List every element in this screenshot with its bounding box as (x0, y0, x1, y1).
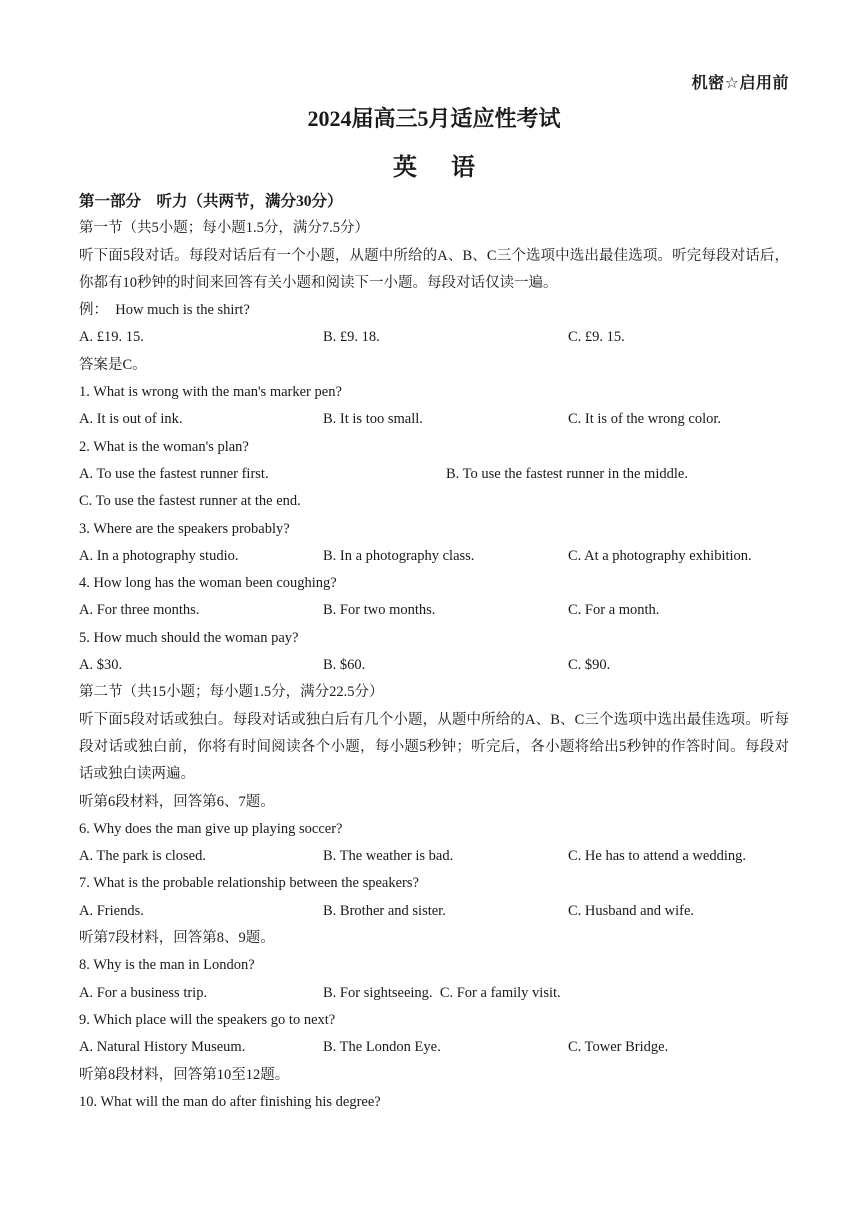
question-10: 10. What will the man do after finishing his degree? (79, 1093, 381, 1110)
question-4: 4. How long has the woman been coughing? (79, 575, 337, 592)
section2-instructions: 听下面5段对话或独白。每段对话或独白后有几个小题，从题中所给的A、B、C三个选项中选出最佳选项。听每段对话或独白前，你将有时间阅读各个小题，每小题5秒钟；听完后，各小题将给出5秒钟的作答时间。每段对话或独白读两遍。 (79, 711, 789, 783)
part1-heading: 第一部分 听力（共两节，满分30分） (79, 193, 343, 210)
material-8-note: 听第8段材料，回答第10至12题。 (79, 1066, 290, 1083)
option-c: C. £9. 15. (568, 329, 625, 346)
option-a: A. Friends. (79, 902, 144, 919)
option-a: A. For a business trip. (79, 984, 208, 1001)
section1-heading: 第一节（共5小题；每小题1.5分，满分7.5分） (79, 220, 369, 237)
example-options (79, 324, 789, 351)
option-b: B. In a photography class. (323, 547, 475, 564)
question-5: 5. How much should the woman pay? (79, 629, 299, 646)
option-c: C. $90. (568, 657, 611, 674)
option-b: B. The London Eye. (323, 1039, 441, 1056)
option-b: B. For sightseeing. (323, 984, 433, 1001)
option-b: B. It is too small. (323, 411, 423, 428)
option-c: C. For a family visit. (439, 984, 561, 1001)
option-b: B. To use the fastest runner in the middle. (446, 465, 688, 482)
option-a: A. Natural History Museum. (79, 1039, 246, 1056)
option-c: C. At a photography exhibition. (568, 547, 752, 564)
question-2: 2. What is the woman's plan? (79, 438, 249, 455)
option-a: A. It is out of ink. (79, 411, 183, 428)
question-2-options (79, 461, 789, 488)
question-9: 9. Which place will the speakers go to next? (79, 1011, 336, 1028)
option-c: C. Tower Bridge. (568, 1039, 669, 1056)
section2-heading: 第二节（共15小题；每小题1.5分，满分22.5分） (79, 684, 384, 701)
exam-title: 2024届高三5月适应性考试 (307, 106, 561, 131)
exam-content (79, 188, 789, 1116)
option-c: C. It is of the wrong color. (568, 411, 722, 428)
question-6-options (79, 843, 789, 870)
question-7: 7. What is the probable relationship between the speakers? (79, 875, 419, 892)
example-question: 例： How much is the shirt? (79, 302, 250, 319)
section1-instructions: 听下面5段对话。每段对话后有一个小题，从题中所给的A、B、C三个选项中选出最佳选项。听完每段对话后，你都有10秒钟的时间来回答有关小题和阅读下一小题。每段对话仅读一遍。 (79, 247, 789, 291)
question-9-options (79, 1034, 789, 1061)
option-a: A. In a photography studio. (79, 547, 239, 564)
option-b: B. $60. (323, 657, 366, 674)
option-a: A. The park is closed. (79, 848, 206, 865)
option-b: B. £9. 18. (323, 329, 380, 346)
question-7-options (79, 898, 789, 925)
option-a: A. For three months. (79, 602, 200, 619)
confidential-label: 机密☆启用前 (691, 73, 789, 92)
option-c: C. He has to attend a wedding. (568, 848, 746, 865)
question-1: 1. What is wrong with the man's marker pen? (79, 384, 342, 401)
option-b: B. For two months. (323, 602, 436, 619)
option-b: B. Brother and sister. (323, 902, 446, 919)
option-b: B. The weather is bad. (323, 848, 454, 865)
option-c: C. To use the fastest runner at the end. (79, 493, 301, 510)
material-7-note: 听第7段材料，回答第8、9题。 (79, 930, 275, 947)
question-1-options (79, 406, 789, 433)
question-4-options (79, 597, 789, 624)
material-6-note: 听第6段材料，回答第6、7题。 (79, 793, 275, 810)
question-8-options (79, 980, 789, 1007)
question-6: 6. Why does the man give up playing soccer? (79, 820, 343, 837)
option-c: C. Husband and wife. (568, 902, 695, 919)
option-c: C. For a month. (568, 602, 660, 619)
question-3-options (79, 543, 789, 570)
subject-title: 英 语 (393, 155, 489, 181)
option-a: A. To use the fastest runner first. (79, 465, 269, 482)
option-a: A. £19. 15. (79, 329, 144, 346)
option-a: A. $30. (79, 657, 123, 674)
question-5-options (79, 652, 789, 679)
example-answer: 答案是C。 (79, 356, 147, 373)
question-3: 3. Where are the speakers probably? (79, 520, 290, 537)
question-8: 8. Why is the man in London? (79, 957, 255, 974)
